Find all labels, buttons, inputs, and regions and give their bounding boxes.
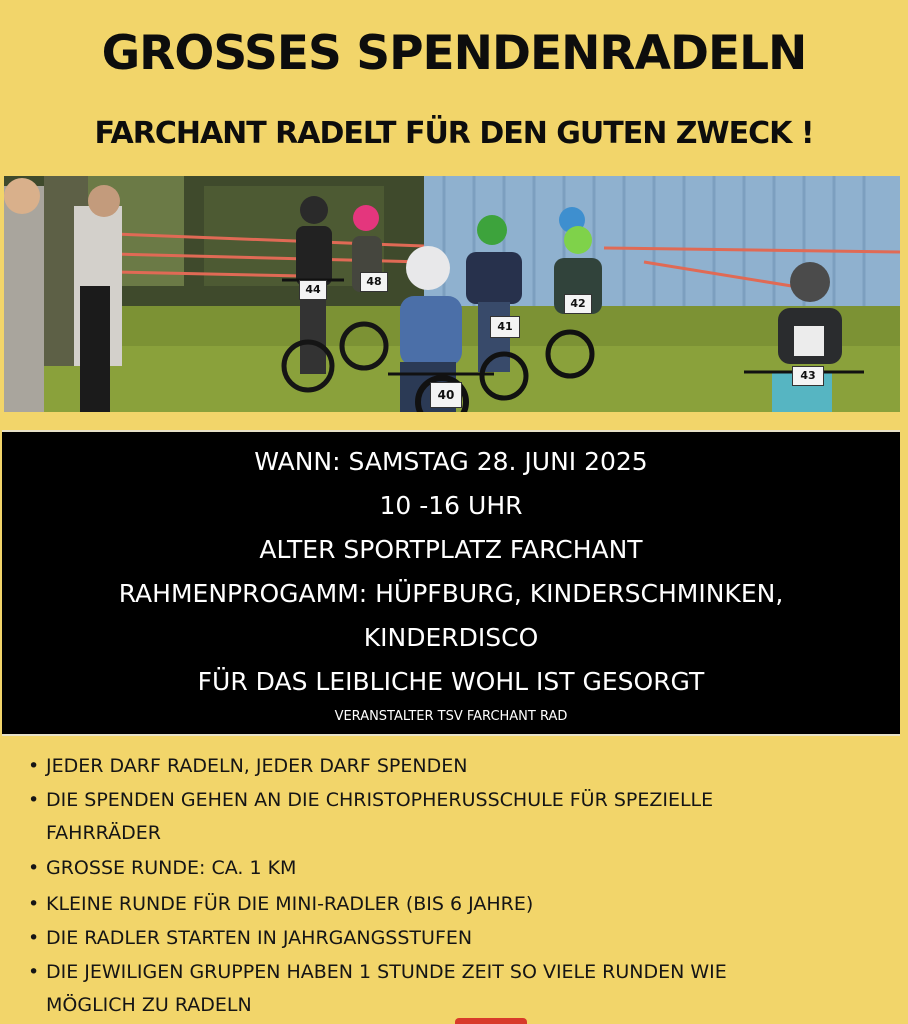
bib-plate: 41 (490, 316, 520, 338)
bullet-icon: • (28, 927, 40, 949)
list-item: • DIE SPENDEN GEHEN AN DIE CHRISTOPHERUSSCHULE FÜR SPEZIELLE FAHRRÄDER (46, 784, 892, 850)
bib-plate: 43 (792, 366, 824, 386)
list-item: • JEDER DARF RADELN, JEDER DARF SPENDEN (46, 750, 892, 783)
bib-plate: 40 (430, 382, 462, 408)
event-location: ALTER SPORTPLATZ FARCHANT (259, 535, 643, 564)
bib-plate: 44 (299, 280, 327, 300)
header (0, 0, 908, 174)
list-item: • GROSSE RUNDE: CA. 1 KM (46, 852, 892, 885)
list-item: • DIE JEWILIGEN GRUPPEN HABEN 1 STUNDE ZEIT SO VIELE RUNDEN WIE MÖGLICH ZU RADELN (46, 956, 892, 1022)
event-program: RAHMENPROGAMM: HÜPFBURG, KINDERSCHMINKEN, (118, 579, 784, 608)
event-organizer: VERANSTALTER TSV FARCHANT RAD (334, 709, 568, 724)
bullet-icon: • (28, 893, 40, 915)
page-title: GROSSES SPENDENRADELN (101, 26, 807, 81)
event-photo (4, 176, 900, 412)
page-subtitle: FARCHANT RADELT FÜR DEN GUTEN ZWECK ! (94, 116, 814, 151)
event-date: WANN: SAMSTAG 28. JUNI 2025 (254, 447, 648, 476)
event-program-continued: KINDERDISCO (363, 623, 539, 652)
event-time: 10 -16 UHR (379, 491, 523, 520)
list-item: • KLEINE RUNDE FÜR DIE MINI-RADLER (BIS 6 JAHRE) (46, 888, 892, 921)
bullet-icon: • (28, 755, 40, 777)
bib-plate: 48 (360, 272, 388, 292)
bullet-icon: • (28, 789, 40, 811)
event-food: FÜR DAS LEIBLICHE WOHL IST GESORGT (197, 667, 705, 696)
list-item: • DIE RADLER STARTEN IN JAHRGANGSSTUFEN (46, 922, 892, 955)
bib-plate: 42 (564, 294, 592, 314)
bullet-icon: • (28, 857, 40, 879)
divider (0, 412, 908, 428)
red-tab-decoration (455, 1018, 527, 1024)
event-info-band (2, 430, 900, 736)
bullet-icon: • (28, 961, 40, 983)
